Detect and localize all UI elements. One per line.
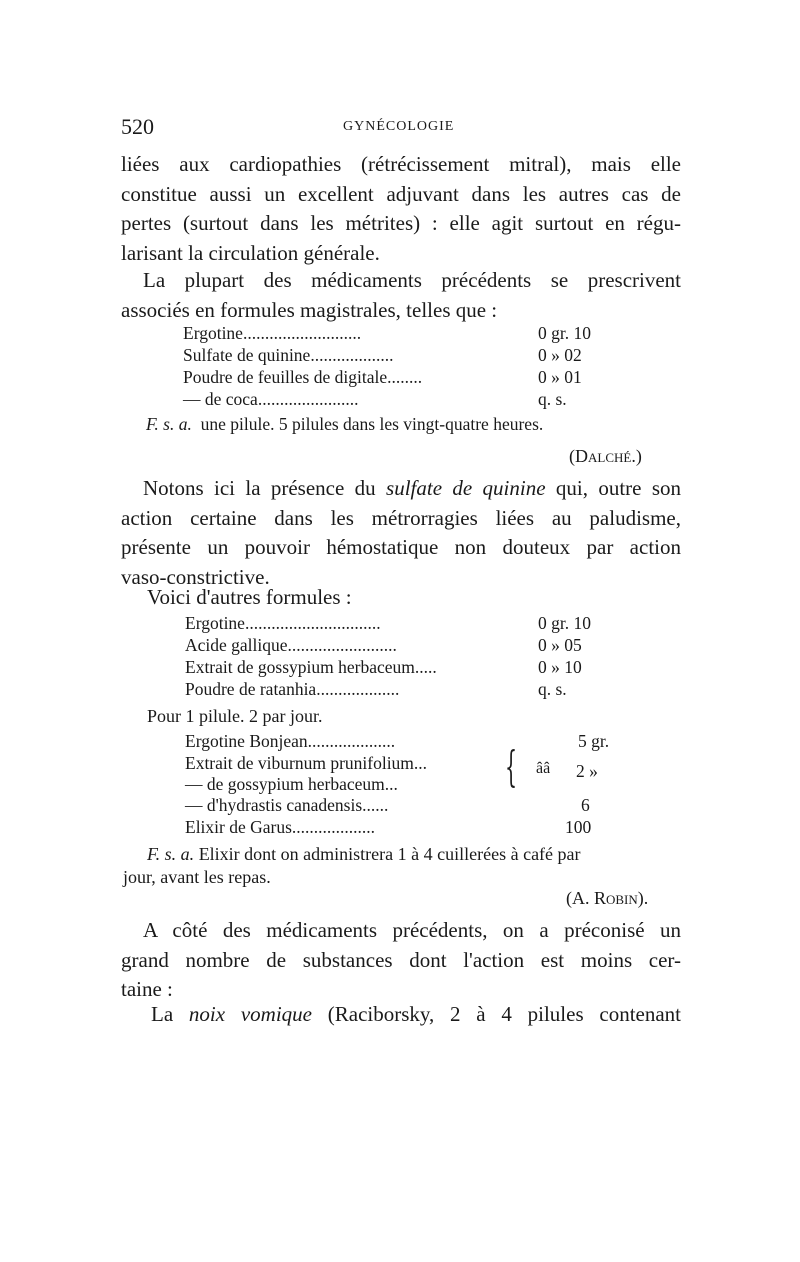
- book-page: 520 GYNÉCOLOGIE liées aux cardiopathies (rétrécissement mitral), mais elle constitue aussi un excellent adjuvant dans les autres cas de pertes (surtout dans les métrites) : elle agit surtout en régu- larisant la circulation générale. La plupart des médicaments précédents se prescrivent associés en formules magistrales, telles que : Ergotine........................... 0 gr. 10 Sulfate de quinine................... 0 » 02 Poudre de feuilles de digitale........ 0 » 01 — de coca....................... q. s. F. s. a. une pilule. 5 pilules dans les vingt-quatre heures. (Dalché.) Notons ici la présence du sulfate de quinine qui, outre son action certaine dans les métrorragies liées au paludisme, présente un pouvoir hémostatique non douteux par action vaso-constrictive. Voici d'autres formules : Ergotine............................... 0 gr. 10 Acide gallique......................... 0 » 05 Extrait de gossypium herbaceum..... 0 » 10 Poudre de ratanhia................... q. s. Pour 1 pilule. 2 par jour. Ergotine Bonjean.................... 5 gr. Extrait de viburnum prunifolium... — de gossypium herbaceum... { ââ 2 » — d'hydrastis canadensis...... 6 Elixir de Garus................... 100 F. s. a. Elixir dont on administrera 1 à 4 cuillerées à café par jour, avant les repas. (A. Robin). A côté des médicaments précédents, on a préconisé un grand nombre de substances dont l'action est moins cer- taine : La noix vomique (Raciborsky, 2 à 4 pilules contenant: [0, 0, 800, 1262]
- formula-dose: 100: [565, 817, 592, 837]
- formula-note: F. s. a. Elixir dont on administrera 1 à 4 cuillerées à café par: [147, 844, 581, 864]
- text-line: Notons ici la présence du sulfate de quinine qui, outre son: [143, 476, 682, 500]
- formula-note: Pour 1 pilule. 2 par jour.: [147, 706, 323, 726]
- formula-dose: 0 » 02: [538, 345, 582, 365]
- formula-row: Acide gallique.........................: [185, 635, 397, 655]
- text-line: action certaine dans les métrorragies liées au paludisme,: [121, 505, 681, 530]
- formula-note-line: jour, avant les repas.: [123, 867, 271, 887]
- author-signature: (Dalché.): [569, 446, 642, 466]
- formula-dose: 0 gr. 10: [538, 613, 591, 633]
- brace-symbol: {: [505, 742, 518, 791]
- formula-dose: q. s.: [538, 679, 567, 699]
- paragraph-5: [121, 916, 681, 1005]
- text-line: A côté des médicaments précédents, on a préconisé un: [143, 918, 681, 942]
- paragraph-1: [121, 150, 681, 268]
- text-line: présente un pouvoir hémostatique non douteux par action: [121, 535, 681, 559]
- formula-row: Ergotine...............................: [185, 613, 381, 633]
- paragraph-2: [121, 266, 681, 325]
- formula-row: Poudre de ratanhia...................: [185, 679, 400, 699]
- formula-dose: 6: [581, 795, 590, 815]
- formula-dose: 0 » 01: [538, 367, 582, 387]
- formula-row: — de gossypium herbaceum...: [185, 774, 398, 794]
- formula-row: Ergotine Bonjean....................: [185, 731, 396, 751]
- page-header: [121, 114, 681, 138]
- text-line: grand nombre de substances dont l'action est moins cer-: [121, 947, 681, 972]
- text-line: taine :: [121, 977, 173, 1001]
- formula-dose: 0 gr. 10: [538, 323, 591, 343]
- text-line: La noix vomique (Raciborsky, 2 à 4 pilules contenant: [151, 1002, 682, 1026]
- text-line: pertes (surtout dans les métrites) : elle agit surtout en régu-: [121, 211, 681, 235]
- running-title: GYNÉCOLOGIE: [343, 119, 455, 134]
- text-line: constitue aussi un excellent adjuvant dans les autres cas de: [121, 181, 681, 206]
- emphasis: noix vomique: [188, 1002, 312, 1026]
- paragraph-4: Voici d'autres formules :: [147, 585, 352, 609]
- formula-dose: 0 » 10: [538, 657, 582, 677]
- paragraph-6: [121, 1000, 681, 1030]
- text-line: vaso-constrictive.: [121, 564, 270, 589]
- formula-note: F. s. a. une pilule. 5 pilules dans les vingt-quatre heures.: [146, 414, 544, 434]
- text-line: La plupart des médicaments précédents se prescrivent: [143, 268, 681, 292]
- emphasis: sulfate de quinine: [386, 476, 546, 500]
- text-line: liées aux cardiopathies (rétrécissement mitral), mais elle: [121, 152, 681, 176]
- text-line: associés en formules magistrales, telles que :: [121, 297, 498, 322]
- paragraph-3: [121, 474, 681, 592]
- formula-dose: q. s.: [538, 389, 567, 409]
- formula-row: — d'hydrastis canadensis......: [185, 795, 389, 815]
- formula-row: Extrait de viburnum prunifolium...: [185, 753, 428, 773]
- formula-row: Extrait de gossypium herbaceum.....: [185, 657, 437, 677]
- formula-dose: 0 » 05: [538, 635, 582, 655]
- text-line: larisant la circulation générale.: [121, 240, 380, 265]
- brace-label: ââ: [536, 760, 551, 777]
- page-number: 520: [121, 114, 154, 139]
- formula-dose: 5 gr.: [578, 731, 610, 751]
- formula-dose: 2 »: [576, 761, 598, 781]
- author-signature: (A. Robin).: [566, 888, 649, 908]
- formula-row: Elixir de Garus...................: [185, 817, 376, 837]
